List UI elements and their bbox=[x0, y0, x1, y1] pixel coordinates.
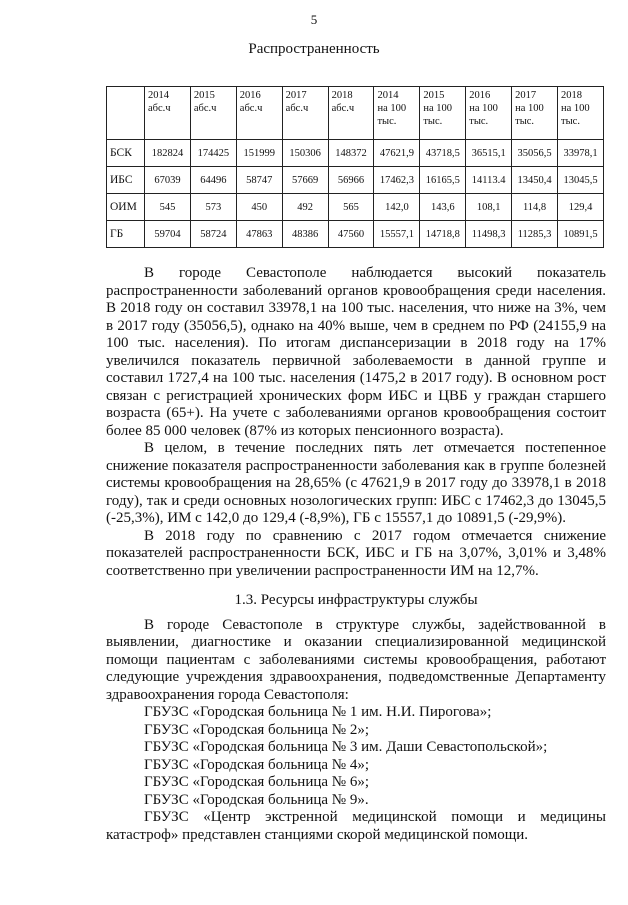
header-cell: 2015 на 100 тыс. bbox=[420, 87, 466, 140]
table-cell: 58747 bbox=[236, 167, 282, 194]
header-cell: 2017 абс.ч bbox=[282, 87, 328, 140]
table-cell: 16165,5 bbox=[420, 167, 466, 194]
institution-item: ГБУЗС «Городская больница № 1 им. Н.И. Пирогова»; bbox=[144, 704, 492, 720]
table-cell: 48386 bbox=[282, 221, 328, 248]
table-cell: 545 bbox=[145, 194, 191, 221]
table-cell: 59704 bbox=[145, 221, 191, 248]
table-cell: 47560 bbox=[328, 221, 374, 248]
header-cell: 2014 на 100 тыс. bbox=[374, 87, 420, 140]
table-cell: 17462,3 bbox=[374, 167, 420, 194]
table-cell: 143,6 bbox=[420, 194, 466, 221]
header-cell: 2018 на 100 тыс. bbox=[558, 87, 604, 140]
section-block bbox=[106, 592, 606, 844]
prevalence-table bbox=[106, 86, 604, 248]
header-cell-empty bbox=[107, 87, 145, 140]
table-cell: 174425 bbox=[190, 140, 236, 167]
table-row bbox=[107, 140, 604, 167]
table-cell: 565 bbox=[328, 194, 374, 221]
table-cell: 47621,9 bbox=[374, 140, 420, 167]
row-label: ГБ bbox=[107, 221, 145, 248]
row-label: БСК bbox=[107, 140, 145, 167]
header-cell: 2018 абс.ч bbox=[328, 87, 374, 140]
table-cell: 13045,5 bbox=[558, 167, 604, 194]
table-cell: 35056,5 bbox=[512, 140, 558, 167]
header-cell: 2016 на 100 тыс. bbox=[466, 87, 512, 140]
table-title: Распространенность bbox=[248, 41, 380, 57]
table-cell: 450 bbox=[236, 194, 282, 221]
table-cell: 11285,3 bbox=[512, 221, 558, 248]
table-cell: 114,8 bbox=[512, 194, 558, 221]
table-cell: 573 bbox=[190, 194, 236, 221]
table-cell: 108,1 bbox=[466, 194, 512, 221]
table-row bbox=[107, 194, 604, 221]
table-cell: 11498,3 bbox=[466, 221, 512, 248]
paragraph-prevalence: В городе Севастополе наблюдается высокий показатель распространенности заболеваний органов кровообращения среди населения. В 2018 году он составил 33978,1 на 100 тыс. населения, что ниже на 3%, чем в 2017 году (35056,5), однако на 40% выше, чем в среднем по РФ (24155,9 на 100 тыс. населения). По итогам диспансеризации в 2018 году на 17% увеличился показатель первичной заболеваемости в данной группе и составил 1727,4 на 100 тыс. населения (1475,2 в 2017 году). В основном рост связан с регистрацией хронических форм ИБС и ЦВБ у граждан старшего возраста (65+). На учете с заболеваниями органов кровообращения состоит более 85 000 человек (87% из которых пенсионного возраста). bbox=[106, 265, 606, 439]
institution-item: ГБУЗС «Городская больница № 3 им. Даши Севастопольской»; bbox=[144, 739, 548, 755]
table-cell: 148372 bbox=[328, 140, 374, 167]
institutions-list bbox=[106, 704, 606, 809]
table-cell: 129,4 bbox=[558, 194, 604, 221]
table-cell: 10891,5 bbox=[558, 221, 604, 248]
table-cell: 58724 bbox=[190, 221, 236, 248]
header-cell: 2016 абс.ч bbox=[236, 87, 282, 140]
table-cell: 67039 bbox=[145, 167, 191, 194]
header-cell: 2017 на 100 тыс. bbox=[512, 87, 558, 140]
institution-item: ГБУЗС «Городская больница № 4»; bbox=[144, 756, 370, 773]
paragraph-comparison: В 2018 году по сравнению с 2017 годом отмечается снижение показателей распространенности БСК, ИБС и ГБ на 3,07%, 3,01% и 3,48% соответственно при увеличении распространенности ИМ на 12,7%. bbox=[106, 527, 606, 579]
table-cell: 14113.4 bbox=[466, 167, 512, 194]
table-cell: 15557,1 bbox=[374, 221, 420, 248]
institution-item: ГБУЗС «Городская больница № 6»; bbox=[144, 774, 370, 790]
table-cell: 36515,1 bbox=[466, 140, 512, 167]
table-cell: 57669 bbox=[282, 167, 328, 194]
table-cell: 33978,1 bbox=[558, 140, 604, 167]
table-cell: 150306 bbox=[282, 140, 328, 167]
table-cell: 14718,8 bbox=[420, 221, 466, 248]
table-header-row bbox=[107, 87, 604, 140]
row-label: ОИМ bbox=[107, 194, 145, 221]
paragraph-trend: В целом, в течение последних пять лет отмечается постепенное снижение показателя распространенности заболевания как в группе болезней системы кровообращения на 28,65% (с 47621,9 в 2017 году до 33978,1 в 2018 году), так и среди основных нозологических групп: ИБС с 17462,3 до 13045,5 (-25,3%), ИМ с 142,0 до 129,4 (-8,9%), ГБ с 15557,1 до 10891,5 (-29,9%). bbox=[106, 440, 606, 526]
table-cell: 64496 bbox=[190, 167, 236, 194]
section-heading: 1.3. Ресурсы инфраструктуры службы bbox=[234, 592, 478, 608]
header-cell: 2014 абс.ч bbox=[145, 87, 191, 140]
table-cell: 492 bbox=[282, 194, 328, 221]
table-row bbox=[107, 221, 604, 248]
table-cell: 56966 bbox=[328, 167, 374, 194]
row-label: ИБС bbox=[107, 167, 145, 194]
closing-paragraph: ГБУЗС «Центр экстренной медицинской помощи и медицины катастроф» представлен станциями скорой медицинской помощи. bbox=[106, 809, 606, 843]
header-cell: 2015 абс.ч bbox=[190, 87, 236, 140]
table-cell: 47863 bbox=[236, 221, 282, 248]
section-intro: В городе Севастополе в структуре службы, задействованной в выявлении, диагностике и оказании специализированной медицинской помощи пациентам с заболеваниями системы кровообращения, работают следующие учреждения здравоохранения, подведомственные Департаменту здравоохранения города Севастополя: bbox=[106, 616, 606, 703]
table-cell: 13450,4 bbox=[512, 167, 558, 194]
institution-item: ГБУЗС «Городская больница № 2»; bbox=[144, 721, 370, 738]
table-row bbox=[107, 167, 604, 194]
page-number: 5 bbox=[310, 12, 318, 27]
body-text bbox=[106, 265, 606, 580]
institution-item: ГБУЗС «Городская больница № 9». bbox=[144, 791, 369, 808]
table-cell: 43718,5 bbox=[420, 140, 466, 167]
table-cell: 182824 bbox=[145, 140, 191, 167]
table-cell: 151999 bbox=[236, 140, 282, 167]
table-cell: 142,0 bbox=[374, 194, 420, 221]
